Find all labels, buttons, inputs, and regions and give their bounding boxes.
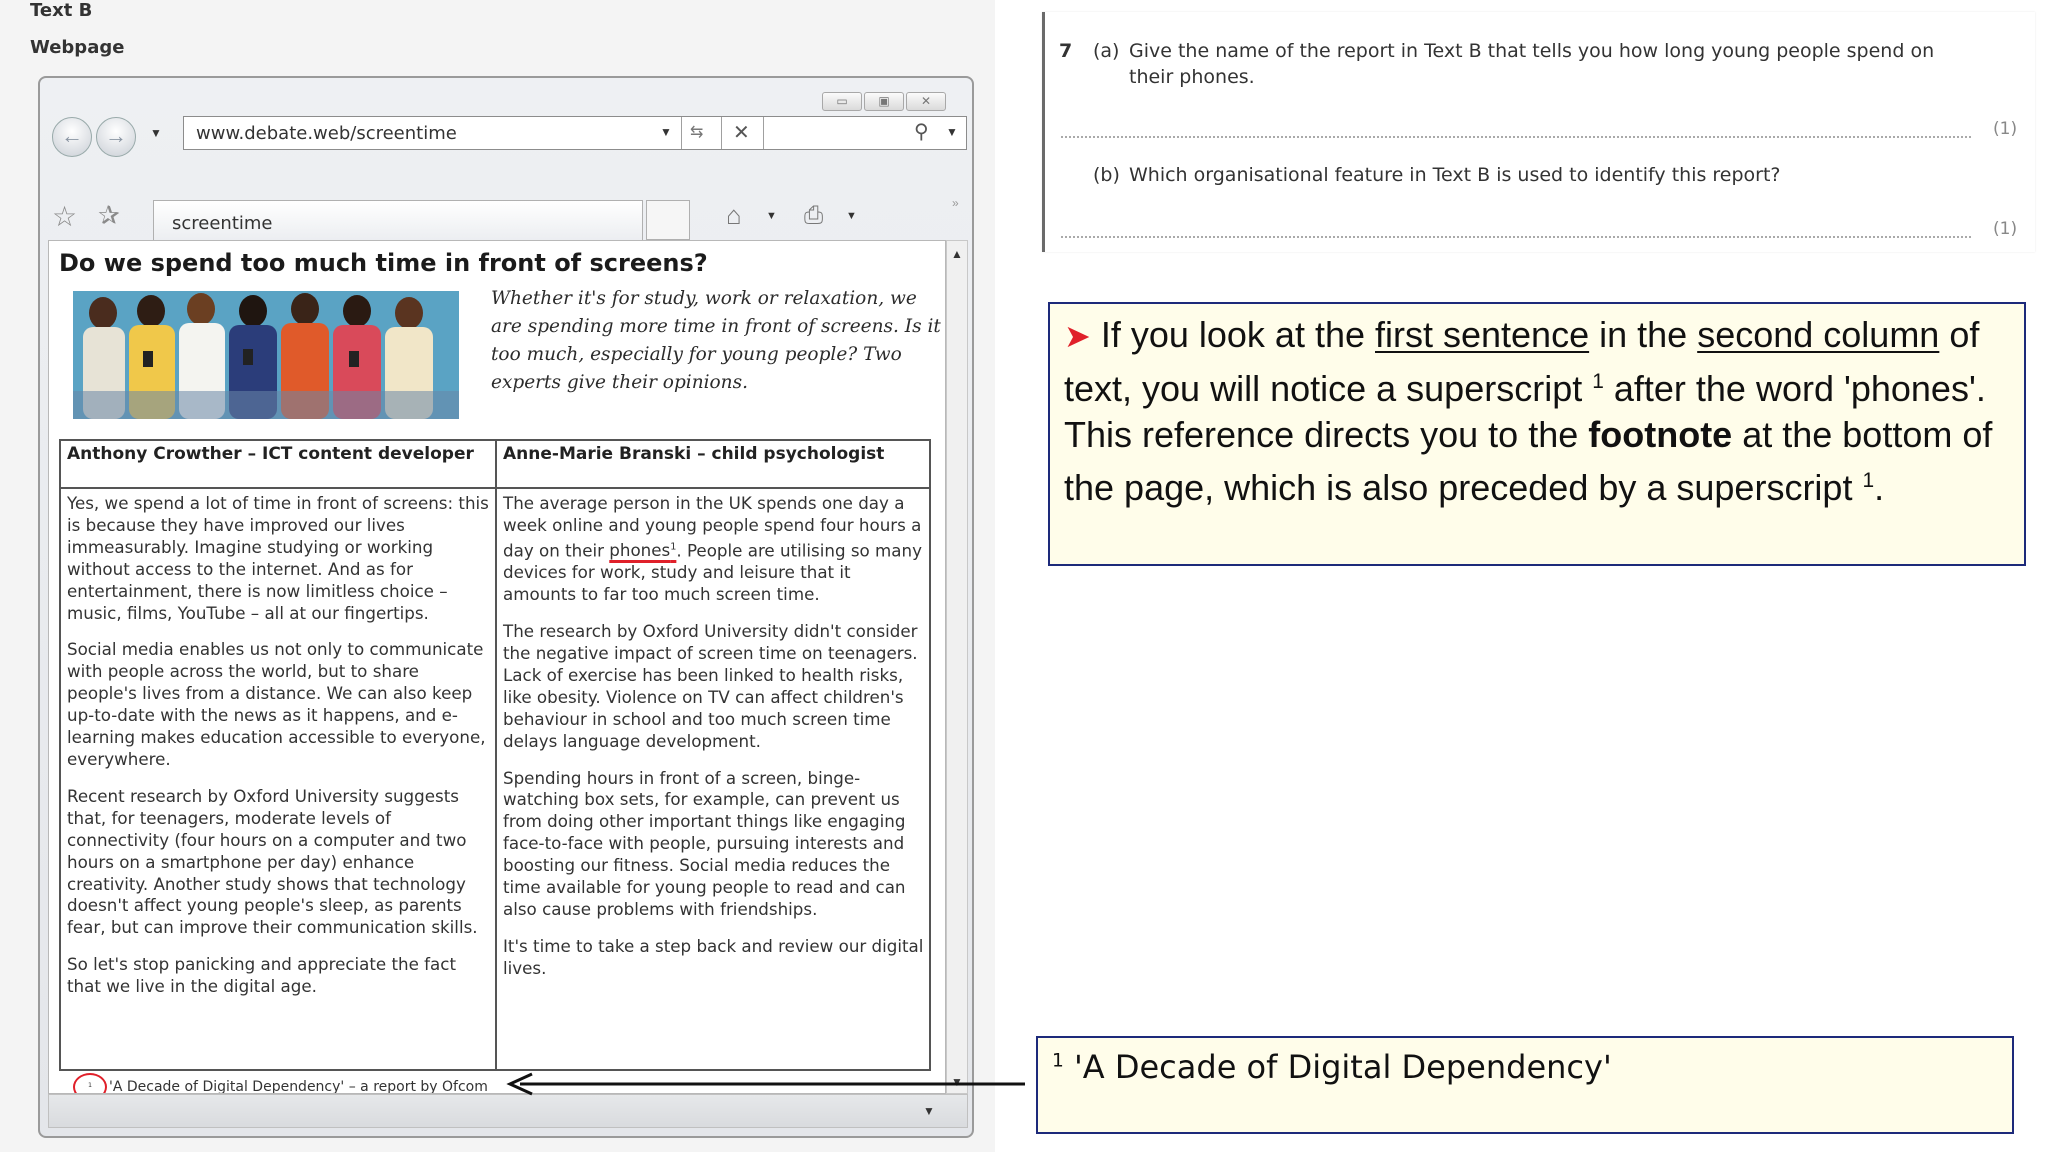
opinions-table — [59, 439, 931, 1071]
history-dropdown-icon[interactable]: ▼ — [150, 126, 162, 140]
answer-line-b[interactable] — [1061, 236, 1971, 238]
back-icon[interactable]: ← — [52, 117, 92, 157]
col2-paragraph-1: The average person in the UK spends one day a week online and young people spend four hours a day on their phones$^1$. People are utilising so many devices for work, study and leisure that it amounts to far too much screen time. — [503, 493, 922, 605]
column-1-body — [67, 493, 491, 1013]
minimize-icon[interactable]: ▭ — [822, 92, 862, 111]
explanation-callout: ➤ If you look at the first sentence in the second column of text, you will notice a superscript $^1$ after the word 'phones'. This reference directs you to the footnote at the bottom of the page, which is also preceded by a superscript $^1$. — [1048, 302, 2026, 566]
footnote-bold: footnote — [1588, 414, 1733, 455]
column-2-heading: Anne-Marie Branski – child psychologist — [503, 444, 885, 464]
add-favorite-icon[interactable]: ✰ — [98, 200, 120, 230]
col2-paragraph-2: The research by Oxford University didn't consider the negative impact of screen time on teenagers. Lack of exercise has been linked to health risks, like obesity. Violence on TV can affect children's behaviour in school and too much screen time delays language development. — [503, 621, 918, 751]
home-icon[interactable]: ⌂ — [726, 200, 742, 230]
phones-word: phones$^1$ — [609, 540, 677, 561]
new-tab-button[interactable] — [646, 200, 690, 240]
column-1-heading: Anthony Crowther – ICT content developer — [67, 444, 474, 464]
answer-line-a[interactable] — [1061, 136, 1971, 138]
question-number: 7 — [1059, 40, 1073, 62]
page-footnote: $^1$ 'A Decade of Digital Dependency' – a report by Ofcom — [73, 1073, 488, 1094]
article-headline: Do we spend too much time in front of screens? — [59, 249, 708, 277]
print-dropdown-icon[interactable]: ▼ — [846, 210, 857, 222]
forward-icon[interactable]: → — [96, 117, 136, 157]
teenagers-photo — [73, 291, 459, 419]
red-circle-annotation: 1 — [73, 1073, 107, 1094]
refresh-icon[interactable]: ⇆ — [690, 124, 704, 141]
search-dropdown-icon[interactable]: ▼ — [946, 125, 958, 139]
search-icon[interactable]: ⚲ — [914, 121, 929, 143]
close-icon[interactable]: ✕ — [906, 92, 946, 111]
second-column-underlined: second column — [1697, 314, 1940, 355]
red-arrow-bullet-icon: ➤ — [1064, 318, 1091, 354]
part-b-label: (b) — [1093, 164, 1120, 186]
stop-icon[interactable]: ✕ — [733, 122, 750, 144]
col2-paragraph-4: It's time to take a step back and review our digital lives. — [503, 935, 924, 978]
col1-paragraph-2: Social media enables us not only to communicate with people across the world, but to share people's lives from a distance. We can also keep up-to-date with the news as it happens, and e-learning makes education accessible to everyone, everywhere. — [67, 639, 486, 769]
url-dropdown-icon[interactable]: ▼ — [660, 125, 672, 139]
vertical-scrollbar[interactable] — [946, 240, 968, 1094]
report-name: 'A Decade of Digital Dependency' — [1073, 1048, 1612, 1086]
first-sentence-underlined: first sentence — [1375, 314, 1590, 355]
status-dropdown-icon[interactable]: ▼ — [923, 1104, 935, 1118]
webpage-content — [48, 240, 946, 1094]
people-with-phones-illustration — [73, 291, 459, 419]
scroll-down-icon[interactable]: ▼ — [951, 1075, 963, 1089]
home-dropdown-icon[interactable]: ▼ — [766, 210, 777, 222]
part-a-mark: (1) — [1993, 119, 2018, 139]
col1-paragraph-1: Yes, we spend a lot of time in front of screens: this is because they have improved our lives immeasurably. Imagine studying or working without access to the internet. And as for entertainment, there is now limitless choice – music, films, YouTube – all at our fingertips. — [67, 493, 489, 623]
favorites-star-icon[interactable]: ☆ — [52, 201, 78, 232]
pointer-arrow — [500, 1070, 1030, 1100]
address-bar[interactable] — [183, 116, 967, 150]
tab-screentime[interactable] — [153, 200, 643, 240]
webpage-label: Webpage — [30, 37, 125, 58]
col1-paragraph-4: So let's stop panicking and appreciate the fact that we live in the digital age. — [67, 954, 456, 997]
column-2-body — [503, 493, 927, 995]
maximize-icon[interactable]: ▣ — [864, 92, 904, 111]
footnote-answer-box: $^1$ 'A Decade of Digital Dependency' — [1036, 1036, 2014, 1134]
col1-paragraph-3: Recent research by Oxford University suggests that, for teenagers, moderate levels of connectivity (four hours on a computer and two hours on a smartphone per day) enhance creativity. Another study shows that technology doesn't affect young people's sleep, as parents fear, but can improve their communication skills. — [67, 785, 478, 938]
browser-window — [38, 76, 974, 1138]
part-b-text: Which organisational feature in Text B is used to identify this report? — [1129, 164, 1781, 186]
tab-label: screentime — [172, 213, 273, 234]
print-icon[interactable]: ⎙ — [804, 202, 824, 229]
part-a-text: Give the name of the report in Text B that tells you how long young people spend on their phones. — [1129, 40, 1935, 88]
scroll-up-icon[interactable]: ▲ — [951, 247, 963, 261]
text-b-label: Text B — [30, 0, 93, 21]
footnote-marker: 1 — [670, 541, 677, 553]
tab-bar — [46, 196, 968, 240]
article-intro: Whether it's for study, work or relaxation, we are spending more time in front of screens. Is it too much, especially for young people? Two experts give their opinions. — [491, 288, 941, 393]
exam-question-panel — [1042, 12, 2035, 252]
part-a-label: (a) — [1093, 40, 1120, 62]
url-text: www.debate.web/screentime — [196, 123, 457, 144]
col2-paragraph-3: Spending hours in front of a screen, binge-watching box sets, for example, can prevent us from doing other important things like engaging face-to-face with people, pursuing interests and boosting our fitness. Social media reduces the time available for young people to read and can also cause problems with friendships. — [503, 767, 906, 919]
part-b-mark: (1) — [1993, 219, 2018, 239]
more-tools-icon[interactable]: » — [952, 196, 959, 210]
